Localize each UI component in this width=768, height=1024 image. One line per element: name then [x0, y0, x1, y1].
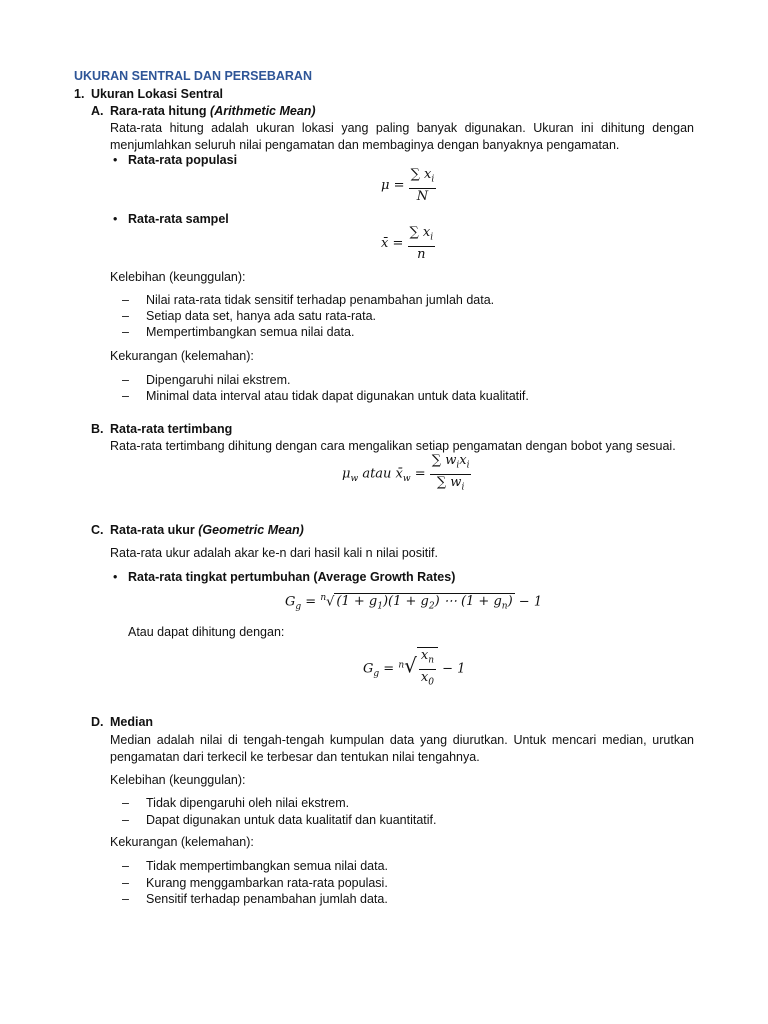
section-d-kekurangan-label: Kekurangan (kelemahan): [110, 835, 254, 849]
section-c-paragraph: Rata-rata ukur adalah akar ke-n dari hasil kali n nilai positif. [110, 546, 438, 560]
section-d-heading: Median [110, 715, 154, 729]
section-d-paragraph: Median adalah nilai di tengah-tengah kumpulan data yang diurutkan. Untuk mencari median, urutkan pengamatan dari terkecil ke terbesar dan tentukan nilai tengahnya. [110, 733, 694, 764]
section-c-heading-italic: (Geometric Mean) [198, 523, 304, 537]
dash-icon: – [122, 796, 129, 810]
section-b-paragraph: Rata-rata tertimbang dihitung dengan cara mengalikan setiap pengamatan dengan bobot yang sesuai. [110, 439, 676, 453]
formula-population-mean: μ = $\frac{\sum x_i}{N}$ [381, 167, 435, 204]
bullet-growth-rates: Rata-rata tingkat pertumbuhan (Average Growth Rates) [128, 570, 456, 584]
list-item: Kurang menggambarkan rata-rata populasi. [146, 876, 388, 890]
section-1-number: 1. [74, 87, 85, 101]
dash-icon: – [122, 293, 129, 307]
section-a-heading-line [110, 104, 316, 118]
list-item: Sensitif terhadap penambahan jumlah data. [146, 892, 388, 906]
section-c-letter: C. [91, 523, 104, 537]
formula-atau: atau [362, 466, 392, 482]
section-a-paragraph: Rata-rata hitung adalah ukuran lokasi yang paling banyak digunakan. Ukuran ini dihitung dengan menjumlahkan seluruh nilai pengamatan dan membaginya dengan banyaknya pengamatan. [110, 121, 694, 152]
section-1-heading: Ukuran Lokasi Sentral [91, 87, 223, 101]
section-c-heading: Rata-rata ukur [110, 523, 195, 537]
section-a-heading-italic: (Arithmetic Mean) [210, 104, 316, 118]
list-item: Tidak mempertimbangkan semua nilai data. [146, 859, 389, 873]
section-a-heading: Rara-rata hitung [110, 104, 207, 118]
section-a-kelebihan-label: Kelebihan (keunggulan): [110, 270, 246, 284]
list-item: Minimal data interval atau tidak dapat digunakan untuk data kualitatif. [146, 389, 529, 403]
bullet-icon: • [113, 153, 118, 167]
section-a-kekurangan-label: Kekurangan (kelemahan): [110, 349, 254, 363]
section-a-letter: A. [91, 104, 104, 118]
section-c-alt-label: Atau dapat dihitung dengan: [128, 625, 285, 639]
dash-icon: – [122, 309, 129, 323]
dash-icon: – [122, 892, 129, 906]
dash-icon: – [122, 373, 129, 387]
list-item: Dipengaruhi nilai ekstrem. [146, 373, 291, 387]
bullet-populasi: Rata-rata populasi [128, 153, 238, 167]
dash-icon: – [122, 389, 129, 403]
bullet-sampel: Rata-rata sampel [128, 212, 229, 226]
list-item: Mempertimbangkan semua nilai data. [146, 325, 355, 339]
list-item: Setiap data set, hanya ada satu rata-rata. [146, 309, 377, 323]
formula-growth-rate: $G_g = ^n√$ $(1 + g_1)(1 + g_2)$ ⋯ $(1 + g_n) - 1$ [285, 593, 543, 612]
section-c-heading-line [110, 523, 304, 537]
formula-sample-mean: x̄ = $\frac{\sum x_i}{n}$ [381, 225, 434, 262]
page-title: UKURAN SENTRAL DAN PERSEBARAN [74, 69, 312, 83]
section-b-letter: B. [91, 422, 104, 436]
section-d-letter: D. [91, 715, 104, 729]
section-d-kelebihan-label: Kelebihan (keunggulan): [110, 773, 246, 787]
dash-icon: – [122, 859, 129, 873]
dash-icon: – [122, 813, 129, 827]
list-item: Tidak dipengaruhi oleh nilai ekstrem. [146, 796, 350, 810]
bullet-icon: • [113, 570, 118, 584]
dash-icon: – [122, 325, 129, 339]
list-item: Dapat digunakan untuk data kualitatif dan kuantitatif. [146, 813, 437, 827]
list-item: Nilai rata-rata tidak sensitif terhadap penambahan jumlah data. [146, 293, 495, 307]
bullet-icon: • [113, 212, 118, 226]
section-b-heading: Rata-rata tertimbang [110, 422, 233, 436]
dash-icon: – [122, 876, 129, 890]
formula-weighted-mean: $\mu_w$ atau $x̄_w$ = $\frac{\sum w_ix_i}{\sum w_i}$ [342, 453, 470, 493]
formula-growth-rate-alt: $G_g = ^n√$ $\frac{x_n}{x_0}$ − 1 [363, 647, 465, 690]
